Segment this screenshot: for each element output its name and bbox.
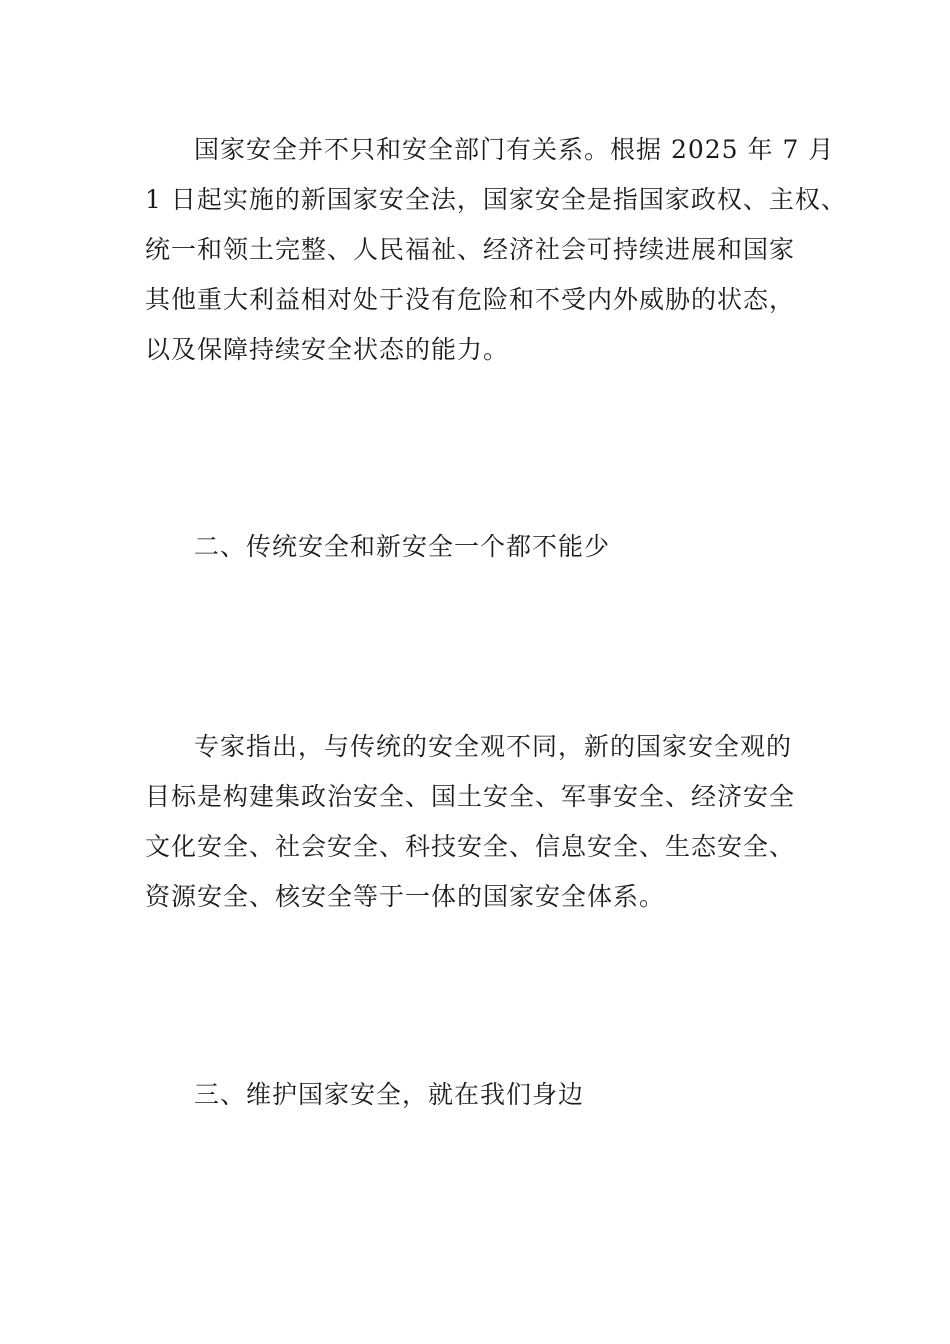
section-heading-2: 二、传统安全和新安全一个都不能少 <box>194 532 611 561</box>
paragraph-2-line-1: 专家指出，与传统的安全观不同，新的国家安全观的 <box>194 732 793 761</box>
paragraph-1-line-1: 国家安全并不只和安全部门有关系。根据 2025 年 7 月 <box>194 135 835 164</box>
paragraph-2-line-4: 资源安全、核安全等于一体的国家安全体系。 <box>145 882 666 911</box>
section-heading-3: 三、维护国家安全，就在我们身边 <box>194 1080 585 1109</box>
paragraph-1-line-5: 以及保障持续安全状态的能力。 <box>145 335 510 364</box>
paragraph-2-line-2: 目标是构建集政治安全、国土安全、军事安全、经济安全 <box>145 782 796 811</box>
paragraph-1-line-2: 1 日起实施的新国家安全法，国家安全是指国家政权、主权、 <box>145 185 847 214</box>
paragraph-1-line-3: 统一和领土完整、人民福祉、经济社会可持续进展和国家 <box>145 235 796 264</box>
paragraph-2-line-3: 文化安全、社会安全、科技安全、信息安全、生态安全、 <box>145 832 796 861</box>
paragraph-1-line-4: 其他重大利益相对处于没有危险和不受内外威胁的状态， <box>145 285 796 314</box>
